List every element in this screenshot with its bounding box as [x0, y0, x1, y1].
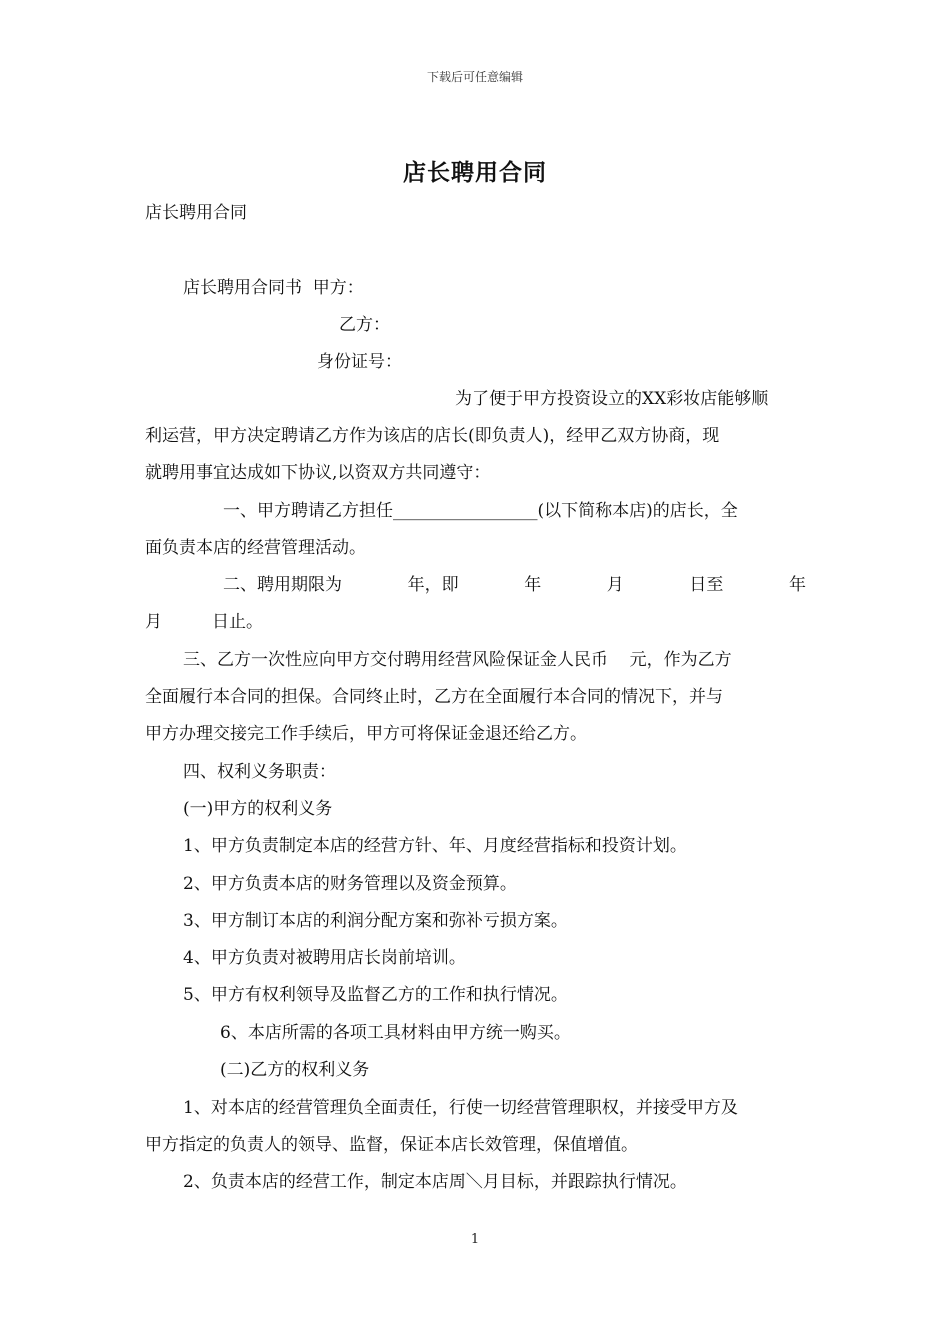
party-a-line: 店长聘用合同书 甲方：: [183, 278, 364, 298]
document-title: 店长聘用合同: [403, 159, 547, 186]
clause-2-year: 年: [524, 575, 542, 595]
list-item: 3、甲方制订本店的利润分配方案和弥补亏损方案。: [183, 911, 568, 931]
list-item: 5、甲方有权利领导及监督乙方的工作和执行情况。: [183, 985, 568, 1005]
paragraph-line: 利运营，甲方决定聘请乙方作为该店的店长(即负责人)，经甲乙双方协商，现: [145, 426, 720, 446]
clause-1-line: 一、甲方聘请乙方担任_________________(以下简称本店)的店长，全: [223, 501, 738, 521]
clause-2-end: 日止。: [212, 612, 263, 632]
list-item: 2、负责本店的经营工作，制定本店周＼月目标，并跟踪执行情况。: [183, 1172, 687, 1192]
clause-2-year: 年: [788, 575, 806, 595]
clause-1-line: 面负责本店的经营管理活动。: [145, 538, 366, 558]
list-item: 6、本店所需的各项工具材料由甲方统一购买。: [220, 1023, 571, 1043]
clause-3-line: 甲方办理交接完工作手续后，甲方可将保证金退还给乙方。: [145, 724, 587, 744]
subsection-heading: (二)乙方的权利义务: [220, 1060, 370, 1080]
section-heading: 四、权利义务职责：: [183, 762, 336, 782]
clause-2-year: 年，即: [407, 575, 459, 595]
subtitle-line: 店长聘用合同: [145, 203, 247, 223]
list-item: 1、甲方负责制定本店的经营方针、年、月度经营指标和投资计划。: [183, 836, 687, 856]
list-item: 2、甲方负责本店的财务管理以及资金预算。: [183, 874, 517, 894]
clause-2-month: 月: [145, 612, 162, 632]
clause-2-line: [145, 574, 806, 596]
list-item: 甲方指定的负责人的领导、监督，保证本店长效管理，保值增值。: [145, 1135, 638, 1155]
clause-2-term: 二、聘用期限为: [223, 575, 342, 595]
paragraph-line: 就聘用事宜达成如下协议,以资双方共同遵守：: [145, 463, 491, 483]
page-number: 1: [470, 1232, 480, 1247]
party-b-line: 乙方：: [339, 315, 390, 335]
clause-3-line: 全面履行本合同的担保。合同终止时，乙方在全面履行本合同的情况下，并与: [145, 687, 723, 707]
subsection-heading: (一)甲方的权利义务: [183, 799, 333, 819]
page-header: 下载后可任意编辑: [426, 70, 523, 84]
clause-2-month: 月: [606, 575, 624, 595]
list-item: 4、甲方负责对被聘用店长岗前培训。: [183, 948, 466, 968]
clause-3-line: 三、乙方一次性应向甲方交付聘用经营风险保证金人民币 元，作为乙方: [183, 650, 732, 670]
clause-2-day: 日至: [689, 575, 724, 595]
paragraph-line: 为了便于甲方投资设立的XX彩妆店能够顺: [455, 389, 769, 409]
id-number-line: 身份证号：: [317, 352, 402, 372]
list-item: 1、对本店的经营管理负全面责任，行使一切经营管理职权，并接受甲方及: [183, 1098, 738, 1118]
